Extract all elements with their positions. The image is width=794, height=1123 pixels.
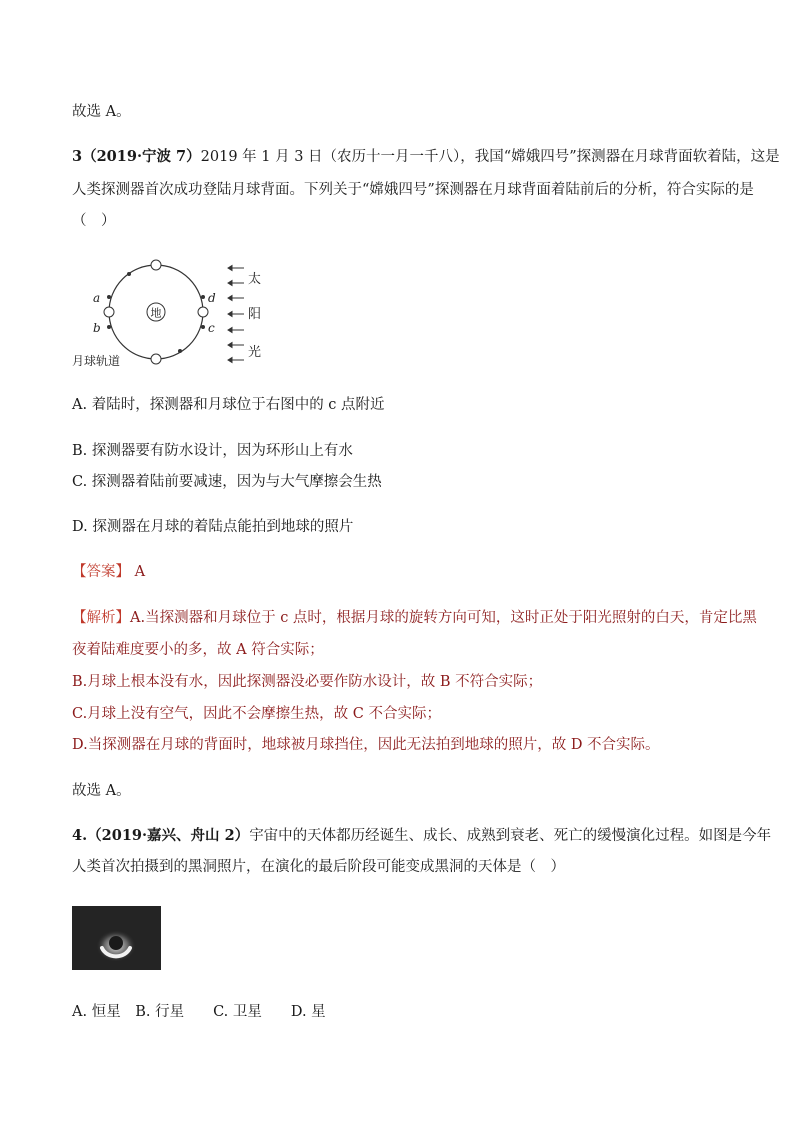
analysis-text-1: A.当探测器和月球位于 c 点时，根据月球的旋转方向可知，这时正处于阳光照射的白天，肯定比黑 — [130, 610, 757, 626]
choose-line-1: 故选 A。 — [72, 104, 131, 120]
black-hole-photo — [72, 906, 161, 970]
sun-char-1: 太 — [248, 272, 262, 287]
point-b — [107, 325, 111, 329]
point-c — [201, 325, 205, 329]
question-4-line-2: 人类首次拍摄到的黑洞照片，在演化的最后阶段可能变成黑洞的天体是（ ） — [72, 859, 565, 875]
label-a: a — [93, 291, 101, 305]
question-4-options: A. 恒星 B. 行星 C. 卫星 D. 星 — [72, 1004, 326, 1020]
question-4-line-1 — [72, 826, 771, 846]
orbit-label: 月球轨道 — [72, 354, 121, 367]
answer-line — [72, 562, 145, 582]
orbit-dot-1 — [127, 272, 131, 276]
question-3-line-1 — [72, 147, 780, 167]
label-d: d — [208, 291, 216, 305]
option-a: A. 着陆时，探测器和月球位于右图中的 c 点附近 — [72, 397, 385, 413]
analysis-line-4: C.月球上没有空气，因此不会摩擦生热，故 C 不合实际； — [72, 706, 441, 722]
point-d — [201, 295, 205, 299]
option-c: C. 探测器着陆前要减速，因为与大气摩擦会生热 — [72, 474, 382, 490]
moon-left — [104, 307, 114, 317]
moon-right — [198, 307, 208, 317]
question-3-text-1: 2019 年 1 月 3 日（农历十一月一千八），我国“嫦娥四号”探测器在月球背面软着陆，这是 — [200, 149, 780, 165]
moon-top — [151, 260, 161, 270]
question-4-text-1: 宇宙中的天体都历经诞生、成长、成熟到衰老、死亡的缓慢演化过程。如图是今年 — [249, 828, 772, 844]
analysis-label: 【解析】 — [72, 610, 130, 626]
label-c: c — [208, 321, 215, 335]
option-d: D. 探测器在月球的着陆点能拍到地球的照片 — [72, 519, 354, 535]
choose-line-2: 故选 A。 — [72, 783, 131, 799]
sunlight-arrows — [228, 266, 244, 363]
answer-value: A — [130, 564, 146, 580]
question-3-number: 3（2019·宁波 7） — [72, 148, 201, 165]
analysis-line-2: 夜着陆难度要小的多，故 A 符合实际； — [72, 642, 324, 658]
question-3-line-2: 人类探测器首次成功登陆月球背面。下列关于“嫦娥四号”探测器在月球背面着陆前后的分析，符合实际的是 — [72, 182, 754, 198]
black-hole-ring — [72, 906, 161, 970]
answer-label: 【答案】 — [72, 564, 130, 580]
analysis-line-1 — [72, 608, 757, 628]
moon-bottom — [151, 354, 161, 364]
moon-orbit-diagram — [72, 252, 272, 367]
question-3-line-3: （ ） — [72, 213, 116, 229]
label-b: b — [93, 321, 101, 335]
earth-label: 地 — [150, 306, 162, 320]
sun-char-3: 光 — [248, 345, 262, 360]
analysis-line-3: B.月球上根本没有水，因此探测器没必要作防水设计，故 B 不符合实际； — [72, 674, 543, 690]
question-4-number: 4.（2019·嘉兴、舟山 2） — [72, 827, 250, 844]
sun-char-2: 阳 — [248, 307, 262, 322]
orbit-dot-2 — [178, 349, 182, 353]
analysis-line-5: D.当探测器在月球的背面时，地球被月球挡住，因此无法拍到地球的照片，故 D 不合实际。 — [72, 737, 660, 753]
point-a — [107, 295, 111, 299]
option-b: B. 探测器要有防水设计，因为环形山上有水 — [72, 443, 353, 459]
